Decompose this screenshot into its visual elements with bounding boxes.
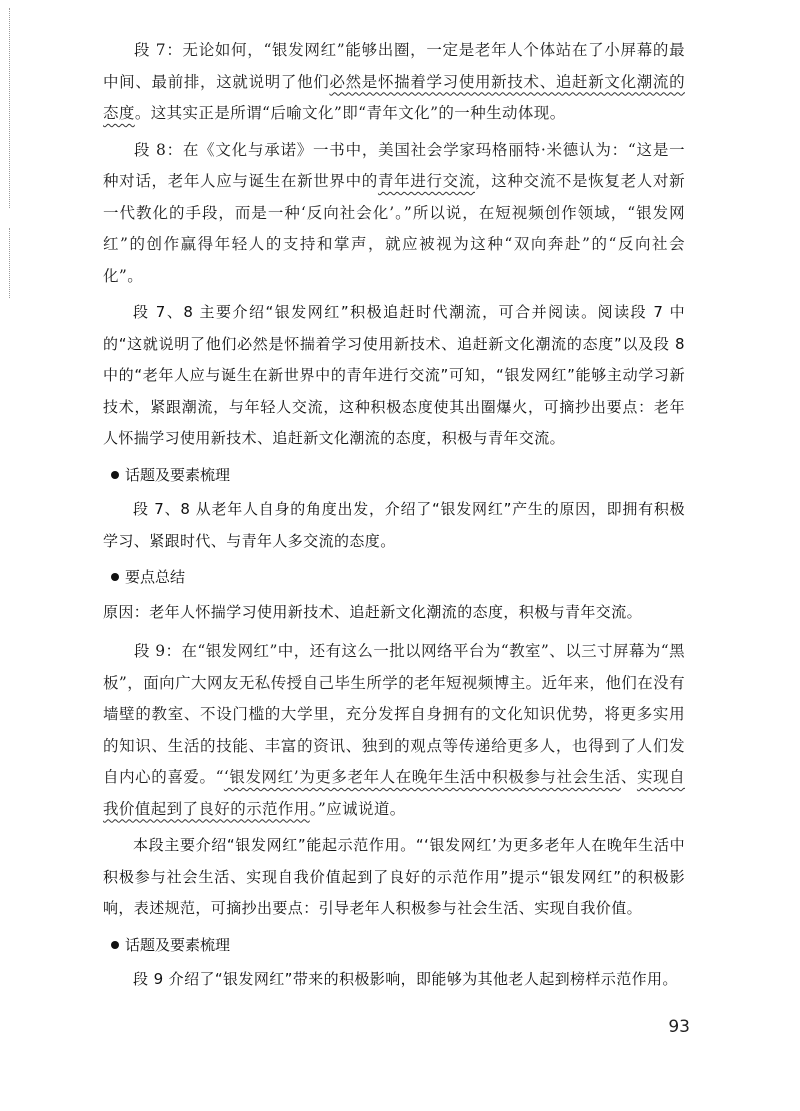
paragraph-9 [103,636,685,825]
paragraph-7-wavy-marked: 必然是怀揣着学习使用新技术、追赶新文化潮流的态度 [103,72,685,122]
summary-7-8: 原因：老年人怀揣学习使用新技术、追赶新文化潮流的态度，积极与青年交流。 [103,602,643,621]
heading-summary-7-8 [111,562,685,594]
topic-9: 段 9 介绍了“银发网红”带来的积极影响，即能够为其他老人起到榜样示范作用。 [133,970,678,988]
heading-summary-label: 要点总结 [125,568,186,586]
paragraph-8-wavy-marked: 青年进行交流 [377,172,476,190]
binding-mark-top [9,8,10,208]
bullet-icon [111,573,119,581]
heading-topic-label: 话题及要素梳理 [125,465,231,484]
analysis-7-8: 段 7、8 主要介绍“银发网红”积极追赶时代潮流，可合并阅读。阅读段 7 中的“这就说明了他们必然是怀揣着学习使用新技术、追赶新文化潮流的态度”以及段 8 中的“老年人应与诞生在新世界中的青年进行交流”可知，“银发网红”能够主动学习新技术，紧跟潮流，与年轻人交流，这种积极态度使其出圈爆火，可摘抄出要点：老年人怀揣学习使用新技术、追赶新文化潮流的态度，积极与青年交流。 [103,303,685,447]
heading-topic-label: 话题及要素梳理 [125,935,231,954]
heading-topic-9 [111,930,685,962]
paragraph-8-text: 段 8：在《文化与承诺》一书中，美国社会学家玛格丽特·米德认为：“这是一种对话，老年人应与诞生在新世界中的 [103,140,685,190]
paragraph-8-text-end: ，这种交流不是恢复老人对新一代教化的手段，而是一种‘反向社会化’。”所以说，在短视频创作领域，“银发网红”的创作赢得年轻人的支持和掌声，就应被视为这种“双向奔赴”的“反向社会化”。 [103,172,686,285]
heading-topic-7-8 [111,460,685,492]
bullet-icon [111,941,119,949]
analysis-9: 本段主要介绍“银发网红”能起示范作用。“‘银发网红’为更多老年人在晚年生活中积极参与社会生活、实现自我价值起到了良好的示范作用”提示“银发网红”的积极影响，表述规范，可摘抄出要点：引导老年人积极参与社会生活、实现自我价值。 [103,836,685,917]
paragraph-7-text-end: 。这其实正是所谓“后喻文化”即“青年文化”的一种生动体现。 [134,104,566,122]
page-number: 93 [668,1017,690,1037]
paragraph-7-text: 段 7：无论如何，“银发网红”能够出圈，一定是老年人个体站在了小屏幕的最中间、最前排，这就说明了他们 [103,41,685,91]
paragraph-8 [103,135,685,293]
topic-7-8: 段 7、8 从老年人自身的角度出发，介绍了“银发网红”产生的原因，即拥有积极学习、紧跟时代、与青年人多交流的态度。 [103,500,685,550]
paragraph-9-wavy-marked-1: ‘银发网红’为更多老年人在晚年生活中积极参与社会生活 [223,768,621,786]
binding-mark-lower [9,228,10,298]
bullet-icon [111,471,119,479]
document-page [103,35,685,1001]
paragraph-9-separator: 、 [620,768,637,786]
paragraph-9-text: 段 9：在“银发网红”中，还有这么一批以网络平台为“教室”、以三寸屏幕为“黑板”，面向广大网友无私传授自己毕生所学的老年短视频博主。近年来，他们在没有墙壁的教室、不设门槛的大学里，充分发挥自身拥有的文化知识优势，将更多实用的知识、生活的技能、丰富的资讯、独到的观点等传递给更多人，也得到了人们发自内心的喜爱。“ [103,642,685,786]
paragraph-9-wavy-marked-2: 实现自我价值起到了良好的示范作用 [103,768,685,818]
paragraph-9-text-end: 。”应诚说道。 [309,799,406,818]
paragraph-7 [103,35,685,130]
